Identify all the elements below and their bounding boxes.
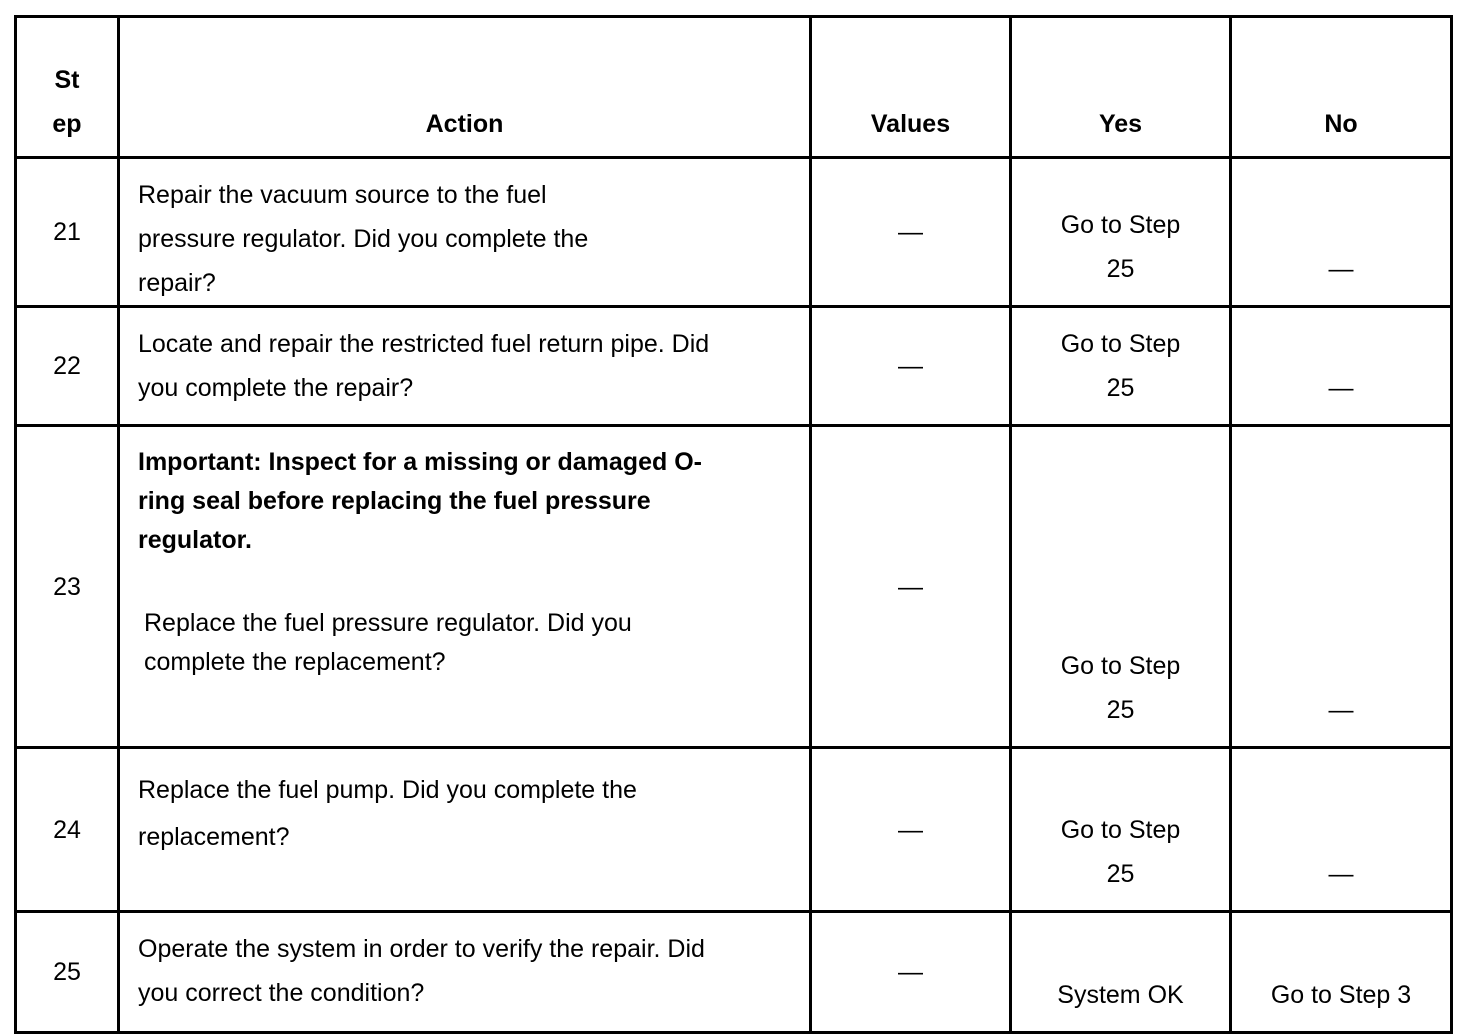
action-text: Important: Inspect for a missing or damaged O-ring seal before replacing the fuel pressure regulator. Replace the fuel pressure regulator. Did you complete the replacement?: [119, 426, 811, 748]
action-text: Replace the fuel pump. Did you complete the replacement?: [119, 748, 811, 912]
table-row: [16, 912, 1452, 1033]
yes-cell: Go to Step 25: [1011, 748, 1231, 912]
no-cell: —: [1231, 426, 1452, 748]
no-cell: Go to Step 3: [1231, 912, 1452, 1033]
diagnostic-table: [14, 15, 1453, 1034]
step-number: 25: [16, 912, 119, 1033]
table-row: [16, 748, 1452, 912]
table-row: [16, 426, 1452, 748]
step-number: 22: [16, 307, 119, 426]
yes-cell: Go to Step 25: [1011, 426, 1231, 748]
values-cell: —: [811, 307, 1011, 426]
step-number: 23: [16, 426, 119, 748]
no-cell: —: [1231, 748, 1452, 912]
action-text: Locate and repair the restricted fuel return pipe. Did you complete the repair?: [119, 307, 811, 426]
header-no: No: [1231, 17, 1452, 158]
table-row: [16, 307, 1452, 426]
header-row: [16, 17, 1452, 158]
step-number: 21: [16, 158, 119, 307]
values-cell: —: [811, 748, 1011, 912]
yes-cell: Go to Step 25: [1011, 158, 1231, 307]
no-cell: —: [1231, 158, 1452, 307]
header-values: Values: [811, 17, 1011, 158]
important-note: Important: Inspect for a missing or damaged O-ring seal before replacing the fuel pressure regulator.: [138, 448, 702, 554]
step-number: 24: [16, 748, 119, 912]
table-row: [16, 158, 1452, 307]
header-step: St ep: [16, 17, 119, 158]
yes-cell: Go to Step 25: [1011, 307, 1231, 426]
header-yes: Yes: [1011, 17, 1231, 158]
header-action: Action: [119, 17, 811, 158]
values-cell: —: [811, 912, 1011, 1033]
values-cell: —: [811, 426, 1011, 748]
action-text: Operate the system in order to verify the repair. Did you correct the condition?: [119, 912, 811, 1033]
action-text: Repair the vacuum source to the fuel pressure regulator. Did you complete the repair?: [119, 158, 811, 307]
yes-cell: System OK: [1011, 912, 1231, 1033]
values-cell: —: [811, 158, 1011, 307]
no-cell: —: [1231, 307, 1452, 426]
